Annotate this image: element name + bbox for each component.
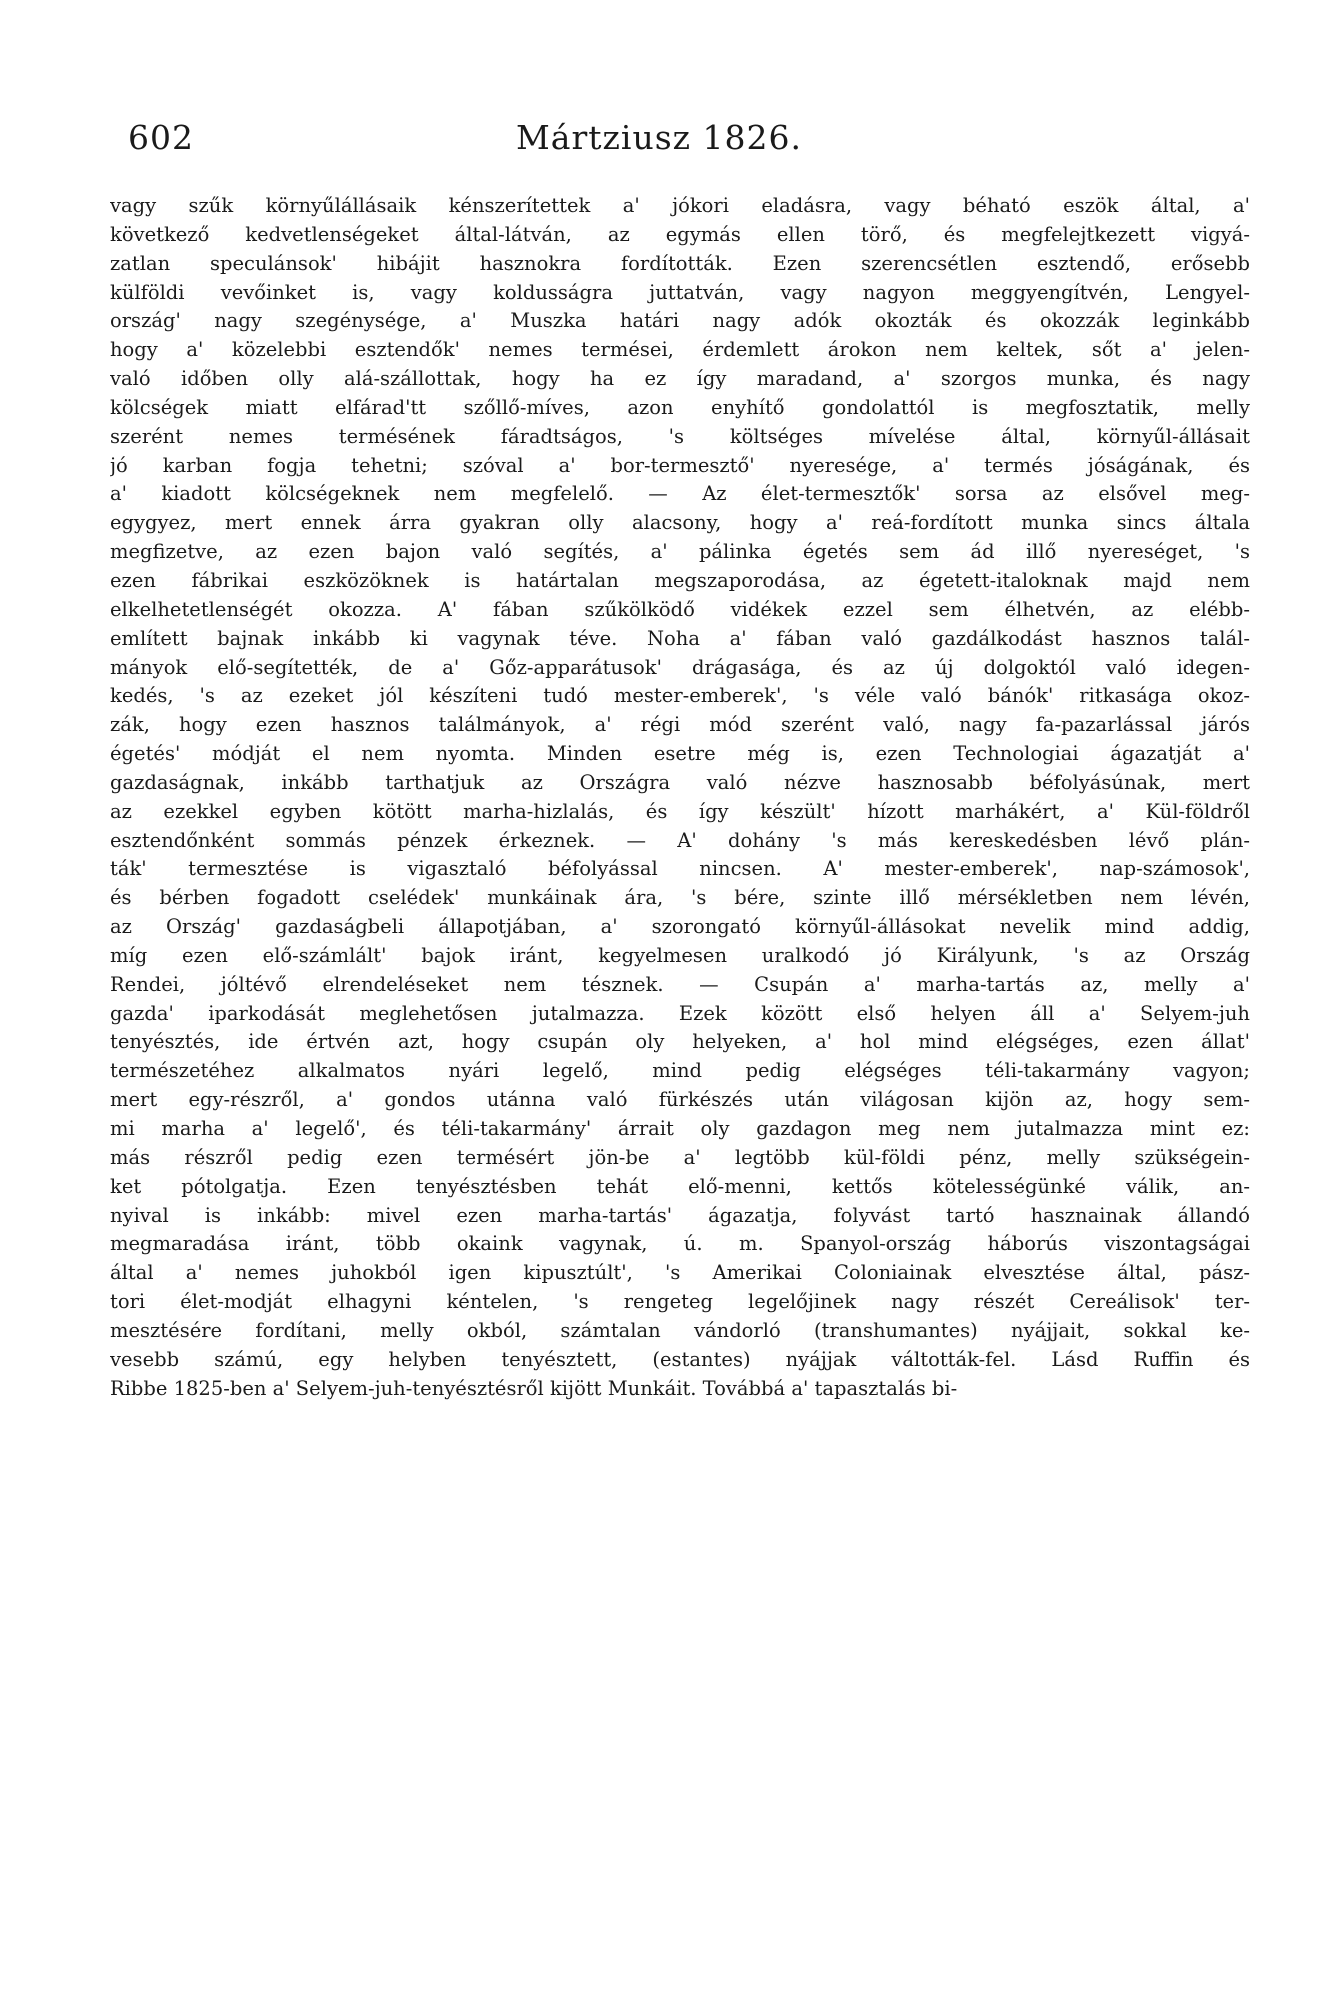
text-line: gazda' iparkodását meglehetősen jutalmazza. Ezek között első helyen áll a' Selyem-juh xyxy=(110,1001,1250,1025)
text-line: zatlan speculánsok' hibájit hasznokra fordították. Ezen szerencsétlen esztendő, erősebb xyxy=(110,251,1250,275)
text-line: míg ezen elő-számlált' bajok iránt, kegyelmesen uralkodó jó Királyunk, 's az Ország xyxy=(110,943,1250,967)
text-line: vesebb számú, egy helyben tenyésztett, (estantes) nyájjak váltották-fel. Lásd Ruffin és xyxy=(110,1347,1250,1371)
text-line: az Ország' gazdaságbeli állapotjában, a' szorongató környűl-állásokat nevelik mind addig, xyxy=(110,915,1250,939)
text-line: Rendei, jóltévő elrendeléseket nem tésznek. — Csupán a' marha-tartás az, melly a' xyxy=(110,972,1250,996)
text-line: zák, hogy ezen hasznos találmányok, a' régi mód szerént való, nagy fa-pazarlással járós xyxy=(110,713,1250,737)
text-line: és bérben fogadott cselédek' munkáinak ára, 's bére, szinte illő mérsékletben nem lévén, xyxy=(110,886,1250,910)
text-line: ezen fábrikai eszközöknek is határtalan megszaporodása, az égetett-italoknak majd nem xyxy=(110,568,1250,592)
text-line: hogy a' közelebbi esztendők' nemes termései, érdemlett árokon nem keltek, sőt a' jelen- xyxy=(110,338,1250,362)
text-line: megmaradása iránt, több okaink vagynak, ú. m. Spanyol-ország háborús viszontagságai xyxy=(110,1232,1250,1256)
text-line: ták' termesztése is vigasztaló béfolyással nincsen. A' mester-emberek', nap-számosok', xyxy=(110,857,1250,881)
text-line: megfizetve, az ezen bajon való segítés, a' pálinka égetés sem ád illő nyereséget, 's xyxy=(110,540,1250,564)
page-header xyxy=(128,118,1248,170)
text-line: mányok elő-segítették, de a' Gőz-apparátusok' drágasága, és az új dolgoktól való idegen- xyxy=(110,655,1250,679)
text-line: mert egy-részről, a' gondos utánna való fürkészés után világosan kijön az, hogy sem- xyxy=(110,1088,1250,1112)
text-line: Ribbe 1825-ben a' Selyem-juh-tenyésztésről kijött Munkáit. Továbbá a' tapasztalás bi- xyxy=(110,1376,958,1400)
text-line: egygyez, mert ennek árra gyakran olly alacsony, hogy a' reá-fordított munka sincs általa xyxy=(110,511,1250,535)
text-line: vagy szűk környűlállásaik kénszerítettek a' jókori eladásra, vagy béható eszök által, a' xyxy=(110,194,1250,217)
text-line: tenyésztés, ide értvén azt, hogy csupán oly helyeken, a' hol mind elégséges, ezen állat' xyxy=(110,1030,1250,1054)
page-number: 602 xyxy=(128,118,194,157)
text-line: nyival is inkább: mivel ezen marha-tartás' ágazatja, folyvást tartó hasznainak állandó xyxy=(110,1203,1250,1227)
text-line: mi marha a' legelő', és téli-takarmány' árrait oly gazdagon meg nem jutalmazza mint ez: xyxy=(110,1117,1250,1140)
text-line: égetés' módját el nem nyomta. Minden esetre még is, ezen Technologiai ágazatját a' xyxy=(110,742,1250,766)
text-line: kedés, 's az ezeket jól készíteni tudó mester-emberek', 's véle való bánók' ritkasága okoz- xyxy=(110,684,1250,708)
text-line: következő kedvetlenségeket által-látván, az egymás ellen törő, és megfelejtkezett vigyá- xyxy=(110,222,1250,246)
text-line: az ezekkel egyben kötött marha-hizlalás, és így készült' hízott marhákért, a' Kül-földről xyxy=(110,799,1250,823)
body-text xyxy=(110,192,1250,1403)
text-line: külföldi vevőinket is, vagy koldusságra juttatván, vagy nagyon meggyengítvén, Lengyel- xyxy=(110,280,1250,304)
text-line: elkelhetetlenségét okozza. A' fában szűkölködő vidékek ezzel sem élhetvén, az elébb- xyxy=(110,597,1250,621)
text-line: esztendőnként sommás pénzek érkeznek. — A' dohány 's más kereskedésben lévő plán- xyxy=(110,828,1250,852)
text-line: jó karban fogja tehetni; szóval a' bor-termesztő' nyeresége, a' termés jóságának, és xyxy=(110,453,1250,477)
text-line: tori élet-modját elhagyni kéntelen, 's rengeteg legelőjinek nagy részét Cereálisok' ter- xyxy=(110,1290,1250,1314)
text-line: gazdaságnak, inkább tarthatjuk az Országra való nézve hasznosabb béfolyásúnak, mert xyxy=(110,770,1250,794)
text-line: a' kiadott kölcségeknek nem megfelelő. — Az élet-termesztők' sorsa az elsővel meg- xyxy=(110,482,1250,506)
text-line: szerént nemes termésének fáradtságos, 's költséges mívelése által, környűl-állásait xyxy=(110,424,1250,448)
text-line: más részről pedig ezen termésért jön-be a' legtöbb kül-földi pénz, melly szükségein- xyxy=(110,1145,1250,1169)
text-line: természetéhez alkalmatos nyári legelő, mind pedig elégséges téli-takarmány vagyon; xyxy=(110,1059,1250,1083)
text-line: által a' nemes juhokból igen kipusztúlt', 's Amerikai Coloniainak elvesztése által, pász- xyxy=(110,1261,1250,1285)
running-title: Mártziusz 1826. xyxy=(516,118,802,157)
text-line: kölcségek miatt elfárad'tt szőllő-míves, azon enyhítő gondolattól is megfosztatik, melly xyxy=(110,395,1250,419)
text-line: ország' nagy szegénysége, a' Muszka határi nagy adók okozták és okozzák leginkább xyxy=(110,309,1250,333)
text-line: mesztésére fordítani, melly okból, számtalan vándorló (transhumantes) nyájjait, sokkal ke- xyxy=(110,1318,1250,1342)
text-line: említett bajnak inkább ki vagynak téve. Noha a' fában való gazdálkodást hasznos talál- xyxy=(110,626,1250,650)
text-line: ket pótolgatja. Ezen tenyésztésben tehát elő-menni, kettős kötelességünké válik, an- xyxy=(110,1174,1250,1198)
text-line: való időben olly alá-szállottak, hogy ha ez így maradand, a' szorgos munka, és nagy xyxy=(110,367,1250,391)
